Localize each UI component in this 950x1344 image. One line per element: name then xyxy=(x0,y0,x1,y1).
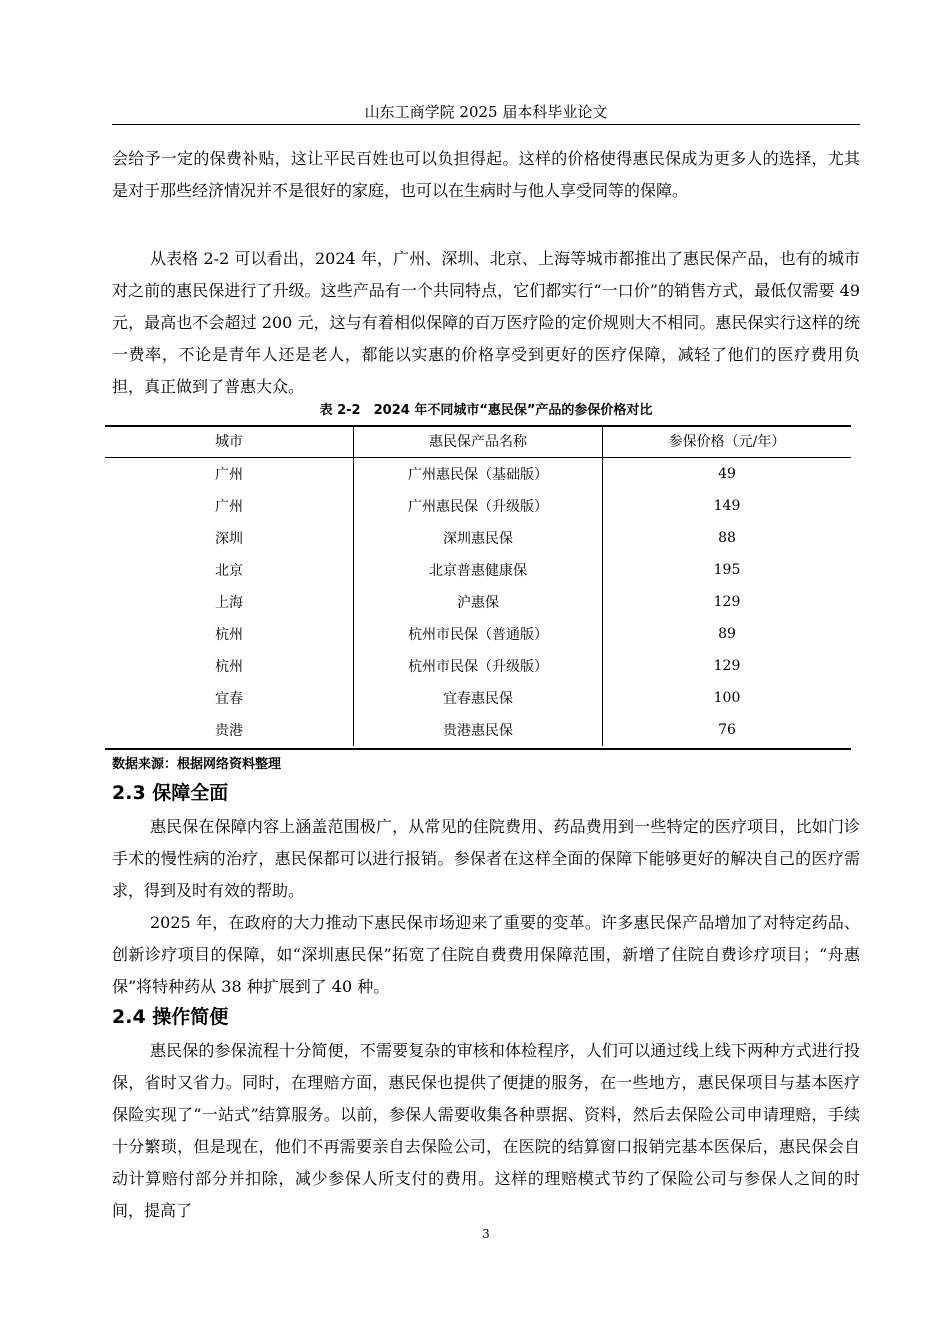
table-row xyxy=(105,554,851,586)
cell-product: 杭州市民保（普通版） xyxy=(354,618,603,650)
page-number: 3 xyxy=(482,1227,490,1241)
paragraph-coverage: 惠民保在保障内容上涵盖范围极广，从常见的住院费用、药品费用到一些特定的医疗项目，比如门诊手术的慢性病的治疗，惠民保都可以进行报销。参保者在这样全面的保障下能够更好的解决自己的医疗需求，得到及时有效的帮助。 xyxy=(112,817,860,900)
table-row xyxy=(105,490,851,522)
cell-price: 149 xyxy=(713,498,741,514)
cell-city: 广州 xyxy=(215,499,243,515)
cell-city: 杭州 xyxy=(215,659,243,675)
table-header-row xyxy=(105,425,851,458)
section-heading-2-4: 2.4 操作简便 xyxy=(112,1006,229,1028)
header-divider xyxy=(112,124,860,125)
table-row xyxy=(105,618,851,650)
cell-price: 195 xyxy=(713,562,741,578)
paragraph-continued: 会给予一定的保费补贴，这让平民百姓也可以负担得起。这样的价格使得惠民保成为更多人的选择，尤其是对于那些经济情况并不是很好的家庭，也可以在生病时与他人享受同等的保障。 xyxy=(112,149,860,200)
header-product: 惠民保产品名称 xyxy=(354,425,603,458)
cell-city: 广州 xyxy=(215,467,243,483)
section-heading-2-3: 2.3 保障全面 xyxy=(112,782,229,804)
cell-price: 129 xyxy=(713,658,741,674)
paragraph-reform: 2025 年，在政府的大力推动下惠民保市场迎来了重要的变革。许多惠民保产品增加了对特定药品、创新诊疗项目的保障，如“深圳惠民保”拓宽了住院自费费用保障范围，新增了住院自费诊疗项目；“舟惠保”将特种药从 38 种扩展到了 40 种。 xyxy=(112,913,860,996)
cell-city: 宜春 xyxy=(215,691,243,707)
price-comparison-table xyxy=(105,425,851,746)
cell-product: 广州惠民保（基础版） xyxy=(354,458,603,491)
cell-product: 广州惠民保（升级版） xyxy=(354,490,603,522)
table-row xyxy=(105,586,851,618)
table-row xyxy=(105,650,851,682)
cell-price: 100 xyxy=(713,690,741,706)
cell-price: 129 xyxy=(713,594,741,610)
cell-product: 宜春惠民保 xyxy=(354,682,603,714)
table-row xyxy=(105,522,851,554)
cell-city: 上海 xyxy=(215,595,243,611)
cell-city: 深圳 xyxy=(215,531,243,547)
cell-city: 北京 xyxy=(215,563,243,579)
running-header: 山东工商学院 2025 届本科毕业论文 xyxy=(364,103,608,121)
cell-price: 88 xyxy=(718,530,736,546)
header-price: 参保价格（元/年） xyxy=(603,425,852,458)
table-row xyxy=(105,682,851,714)
table-bottom-rule xyxy=(105,748,851,750)
paragraph-operation: 惠民保的参保流程十分简便，不需要复杂的审核和体检程序，人们可以通过线上线下两种方式进行投保，省时又省力。同时，在理赔方面，惠民保也提供了便捷的服务，在一些地方，惠民保项目与基本医疗保险实现了“一站式”结算服务。以前，参保人需要收集各种票据、资料，然后去保险公司申请理赔，手续十分繁琐，但是现在，他们不再需要亲自去保险公司，在医院的结算窗口报销完基本医保后，惠民保会自动计算赔付部分并扣除，减少参保人所支付的费用。这样的理赔模式节约了保险公司与参保人之间的时间，提高了 xyxy=(112,1041,860,1220)
cell-city: 杭州 xyxy=(215,627,243,643)
table-row xyxy=(105,714,851,746)
cell-product: 北京普惠健康保 xyxy=(354,554,603,586)
cell-price: 49 xyxy=(718,466,736,482)
table-caption: 表 2-2 2024 年不同城市“惠民保”产品的参保价格对比 xyxy=(319,403,653,418)
cell-product: 贵港惠民保 xyxy=(354,714,603,746)
header-city: 城市 xyxy=(105,425,354,458)
cell-city: 贵港 xyxy=(215,723,243,739)
cell-price: 76 xyxy=(718,722,736,738)
table-row xyxy=(105,458,851,491)
paragraph-table-intro: 从表格 2-2 可以看出，2024 年，广州、深圳、北京、上海等城市都推出了惠民保产品，也有的城市对之前的惠民保进行了升级。这些产品有一个共同特点，它们都实行“一口价”的销售方式，最低仅需要 49 元，最高也不会超过 200 元，这与有着相似保障的百万医疗险的定价规则大不相同。惠民保实行这样的统一费率，不论是青年人还是老人，都能以实惠的价格享受到更好的医疗保障，减轻了他们的医疗费用负担，真正做到了普惠大众。 xyxy=(112,249,860,396)
cell-product: 深圳惠民保 xyxy=(354,522,603,554)
cell-price: 89 xyxy=(718,626,736,642)
cell-product: 沪惠保 xyxy=(354,586,603,618)
table-source-note: 数据来源：根据网络资料整理 xyxy=(112,757,282,772)
cell-product: 杭州市民保（升级版） xyxy=(354,650,603,682)
